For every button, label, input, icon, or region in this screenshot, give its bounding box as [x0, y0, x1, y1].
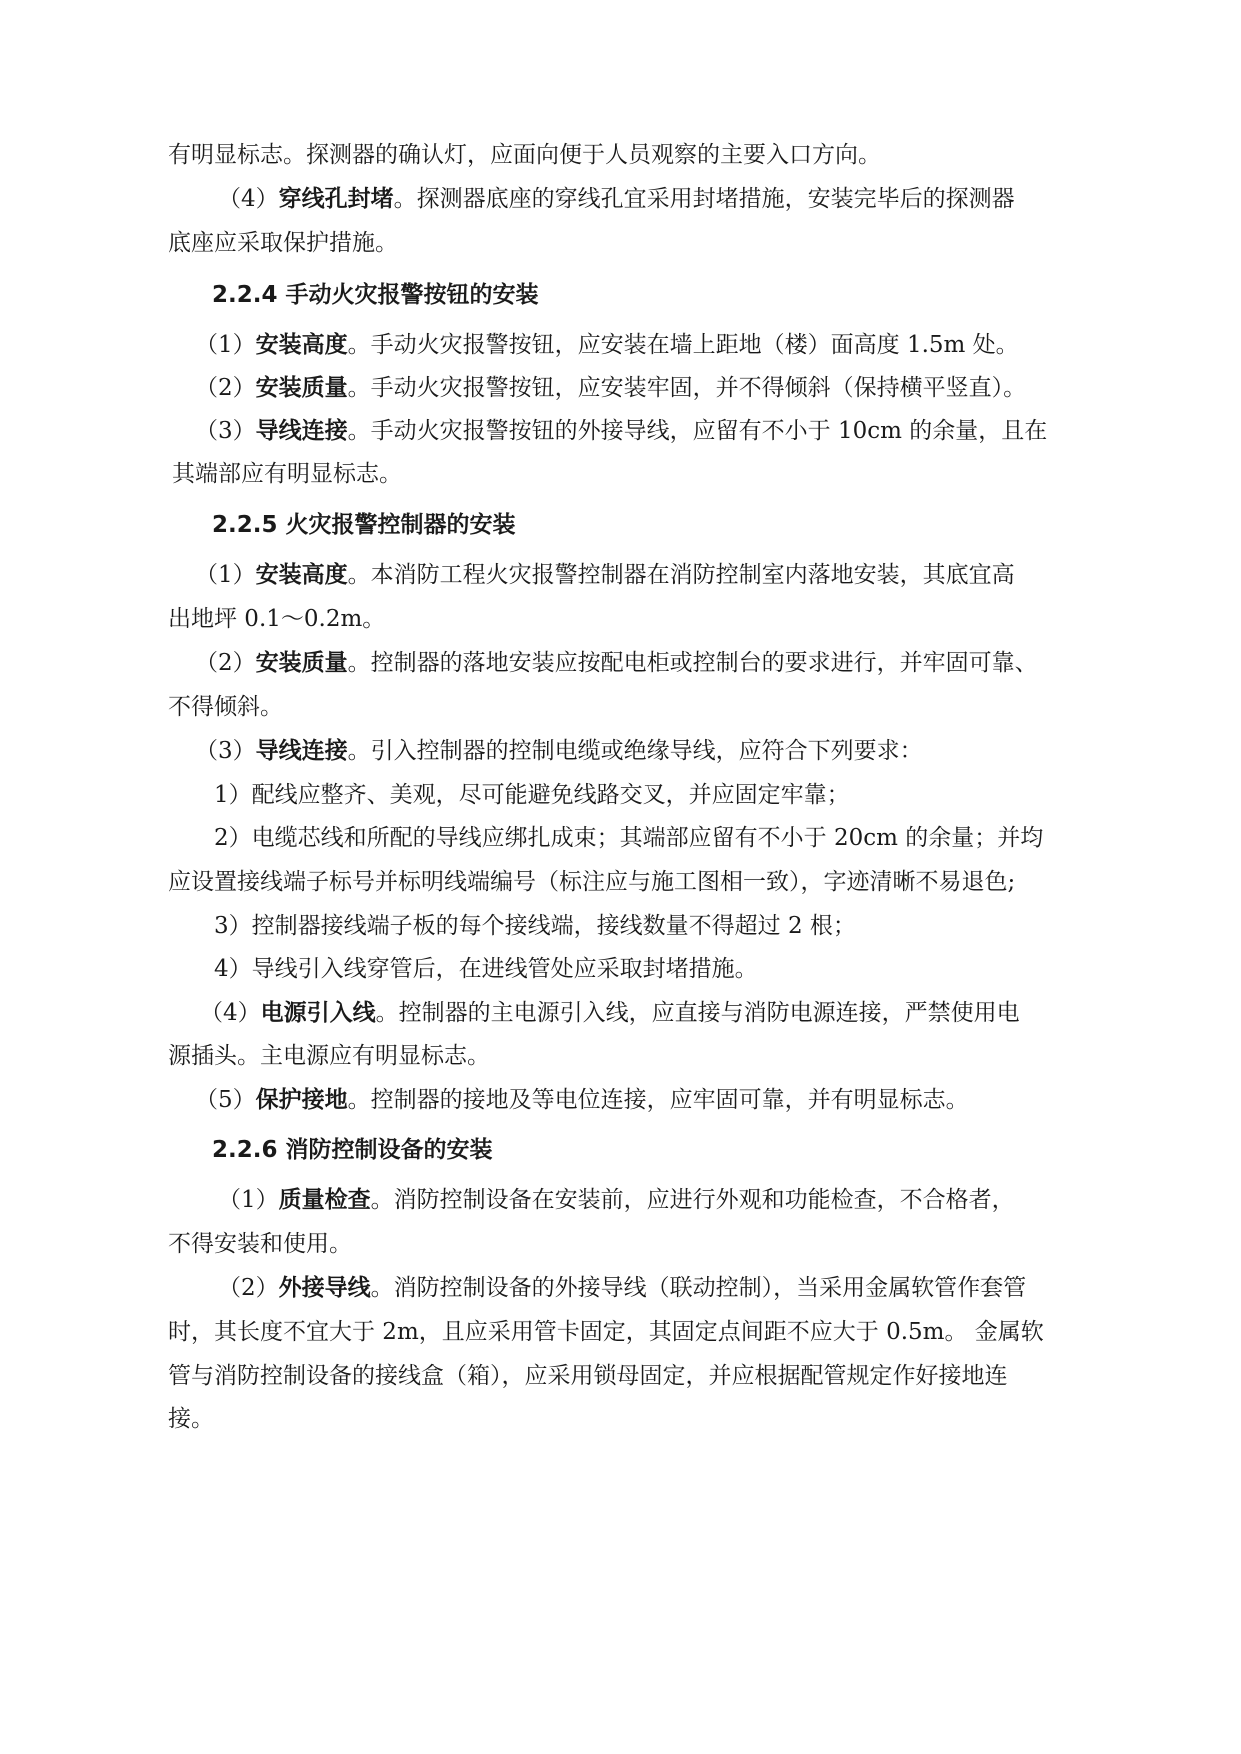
text: 应设置接线端子标号并标明线端编号（标注应与施工图相一致），字迹清晰不易退色; [168, 869, 1016, 895]
text: 有明显标志。探测器的确认灯，应面向便于人员观察的主要入口方向。 [168, 142, 881, 168]
bold-term: 外接导线 [278, 1275, 371, 1301]
paragraph-line [168, 1041, 490, 1071]
item-prefix: （2） [195, 650, 256, 676]
text: 。消防控制设备的外接导线（联动控制），当采用金属软管作套管 [370, 1275, 1027, 1301]
bold-term: 质量检查 [278, 1187, 371, 1213]
item-prefix: （4） [218, 186, 279, 212]
bold-term: 保护接地 [255, 1087, 348, 1113]
text: 。控制器的主电源引入线，应直接与消防电源连接，严禁使用电 [375, 1000, 1020, 1026]
text: 管与消防控制设备的接线盒（箱），应采用锁母固定，并应根据配管规定作好接地连 [168, 1363, 1008, 1389]
text: 。引入控制器的控制电缆或绝缘导线，应符合下列要求： [347, 738, 923, 764]
paragraph-line [168, 1317, 1044, 1347]
text: 源插头。主电源应有明显标志。 [168, 1043, 490, 1069]
heading-text: 2.2.5 火灾报警控制器的安装 [212, 512, 516, 538]
text: 。手动火灾报警按钮，应安装在墙上距地（楼）面高度 1.5m 处。 [347, 332, 1019, 358]
paragraph-line [168, 1361, 1008, 1391]
paragraph-line [168, 228, 398, 258]
list-item [214, 823, 1043, 853]
text: 1）配线应整齐、美观，尽可能避免线路交叉，并应固定牢靠； [214, 782, 850, 808]
bold-term: 导线连接 [255, 738, 348, 764]
paragraph-line [172, 459, 402, 489]
text: 。控制器的接地及等电位连接，应牢固可靠，并有明显标志。 [347, 1087, 969, 1113]
item-prefix: （3） [195, 738, 256, 764]
text: 不得安装和使用。 [168, 1231, 352, 1257]
text: 。探测器底座的穿线孔宜采用封堵措施，安装完毕后的探测器 [393, 186, 1015, 212]
paragraph-line [218, 184, 1015, 214]
text: 4）导线引入线穿管后，在进线管处应采取封堵措施。 [214, 956, 758, 982]
paragraph-line [168, 604, 385, 634]
list-item-continuation [168, 867, 1015, 897]
paragraph-line [168, 1229, 352, 1259]
paragraph-line [195, 1085, 969, 1115]
text: 底座应采取保护措施。 [168, 230, 398, 256]
paragraph-line [218, 1185, 1015, 1215]
text: 2）电缆芯线和所配的导线应绑扎成束；其端部应留有不小于 20cm 的余量；并均 [214, 825, 1044, 851]
item-prefix: （1） [195, 562, 256, 588]
paragraph-line [218, 1273, 1026, 1303]
heading-text: 2.2.4 手动火灾报警按钮的安装 [212, 282, 539, 308]
bold-term: 导线连接 [255, 418, 348, 444]
text: 时，其长度不宜大于 2m，且应采用管卡固定，其固定点间距不应大于 0.5m。 金属软 [168, 1319, 1044, 1345]
text: 其端部应有明显标志。 [172, 461, 402, 487]
paragraph-line [168, 692, 283, 722]
paragraph-line [195, 416, 1047, 446]
text: 出地坪 0.1～0.2m。 [168, 606, 386, 632]
section-heading [212, 280, 539, 310]
heading-text: 2.2.6 消防控制设备的安装 [212, 1137, 493, 1163]
paragraph-line [195, 330, 1019, 360]
bold-term: 安装质量 [255, 375, 348, 401]
item-prefix: （1） [218, 1187, 279, 1213]
text: 接。 [168, 1406, 214, 1432]
list-item [214, 954, 758, 984]
item-prefix: （4） [200, 1000, 261, 1026]
bold-term: 安装高度 [255, 332, 348, 358]
paragraph-line [195, 373, 1026, 403]
list-item [214, 911, 856, 941]
paragraph-line [195, 648, 1038, 678]
bold-term: 安装高度 [255, 562, 348, 588]
item-prefix: （3） [195, 418, 256, 444]
text: 3）控制器接线端子板的每个接线端，接线数量不得超过 2 根； [214, 913, 856, 939]
paragraph-line [200, 998, 1020, 1028]
paragraph-line [168, 140, 881, 170]
text: 。手动火灾报警按钮，应安装牢固，并不得倾斜（保持横平竖直）。 [347, 375, 1027, 401]
paragraph-line [195, 736, 923, 766]
item-prefix: （5） [195, 1087, 256, 1113]
list-item [214, 780, 850, 810]
text: 。控制器的落地安装应按配电柜或控制台的要求进行，并牢固可靠、 [347, 650, 1038, 676]
bold-term: 穿线孔封堵 [278, 186, 394, 212]
text: 。本消防工程火灾报警控制器在消防控制室内落地安装，其底宜高 [347, 562, 1015, 588]
text: 。手动火灾报警按钮的外接导线，应留有不小于 10cm 的余量，且在 [347, 418, 1048, 444]
text: 不得倾斜。 [168, 694, 283, 720]
paragraph-line [195, 560, 1015, 590]
item-prefix: （2） [218, 1275, 279, 1301]
bold-term: 电源引入线 [260, 1000, 376, 1026]
item-prefix: （2） [195, 375, 256, 401]
section-heading [212, 1135, 493, 1165]
section-heading [212, 510, 516, 540]
item-prefix: （1） [195, 332, 256, 358]
text: 。消防控制设备在安装前，应进行外观和功能检查，不合格者， [370, 1187, 1015, 1213]
bold-term: 安装质量 [255, 650, 348, 676]
paragraph-line [168, 1404, 214, 1434]
